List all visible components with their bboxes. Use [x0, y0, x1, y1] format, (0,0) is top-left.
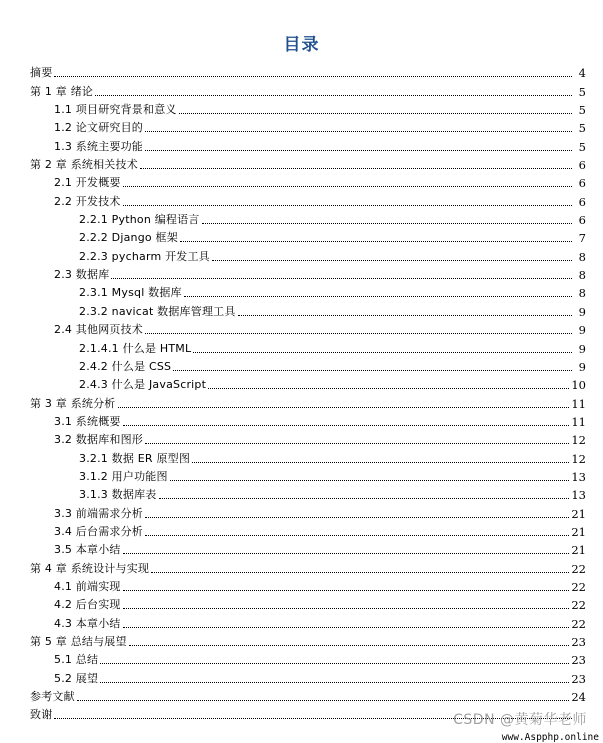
toc-entry-text: 4.3 本章小结: [54, 616, 121, 630]
toc-entry[interactable]: [0, 117, 603, 135]
toc-entry-page: 4: [578, 66, 586, 81]
toc-entry[interactable]: [0, 557, 603, 575]
toc-entry-page: 21: [571, 524, 586, 539]
toc-dot-leader: [54, 76, 572, 77]
toc-entry-text: 2.4.2 什么是 CSS: [79, 359, 172, 373]
toc-entry-page: 11: [571, 396, 586, 411]
toc-entry[interactable]: [0, 282, 603, 300]
toc-entry-page: 5: [578, 139, 586, 154]
toc-entry-page: 23: [571, 635, 586, 649]
toc-entry-text: 3.1.2 用户功能图: [79, 469, 168, 483]
toc-dot-leader: [123, 425, 570, 426]
toc-entry-page: 22: [571, 561, 586, 576]
toc-entry[interactable]: [0, 484, 603, 502]
toc-entry-page: 6: [578, 194, 586, 209]
toc-dot-leader: [123, 205, 572, 206]
toc-dot-leader: [192, 462, 569, 463]
toc-entry[interactable]: [0, 209, 603, 227]
toc-dot-leader: [95, 95, 572, 96]
toc-entry-page: 11: [571, 414, 586, 429]
toc-entry[interactable]: [0, 264, 603, 282]
toc-entry[interactable]: [0, 447, 603, 465]
toc-entry[interactable]: [0, 649, 603, 667]
toc-entry-text: 2.1.4.1 什么是 HTML: [79, 341, 192, 355]
toc-title: 目录: [283, 35, 320, 55]
toc-entry-text: 1.3 系统主要功能: [54, 139, 143, 153]
toc-entry[interactable]: [0, 502, 603, 520]
toc-dot-leader: [123, 186, 572, 187]
toc-entry[interactable]: [0, 392, 603, 410]
toc-entry-text: 1.2 论文研究目的: [54, 121, 143, 135]
toc-dot-leader: [159, 498, 570, 499]
toc-entry-text: 第 1 章 绪论: [30, 84, 94, 98]
toc-entry-text: 3.1.3 数据库表: [79, 488, 157, 502]
toc-entry-page: 5: [578, 84, 586, 99]
toc-entry[interactable]: [0, 172, 603, 190]
toc-entry-page: 9: [578, 304, 586, 319]
toc-entry-text: 5.1 总结: [54, 653, 99, 667]
toc-entry-text: 2.4 其他网页技术: [54, 323, 143, 337]
toc-dot-leader: [145, 517, 569, 518]
toc-dot-leader: [173, 370, 572, 371]
toc-entry-page: 7: [578, 231, 586, 246]
toc-dot-leader: [77, 700, 570, 701]
toc-entry-page: 9: [578, 341, 586, 356]
toc-entry-text: 2.3.1 Mysql 数据库: [79, 286, 182, 300]
toc-dot-leader: [129, 645, 570, 646]
toc-entry-page: 8: [578, 268, 586, 283]
toc-entry[interactable]: [0, 539, 603, 557]
toc-entry-text: 1.1 项目研究背景和意义: [54, 103, 177, 117]
toc-entry-page: 8: [578, 249, 586, 264]
toc-entry-page: 6: [578, 213, 586, 228]
toc-entry-page: 9: [578, 359, 586, 374]
toc-dot-leader: [208, 388, 569, 389]
toc-entry-page: 5: [578, 121, 586, 136]
toc-entry-page: 24: [571, 690, 586, 705]
toc-dot-leader: [212, 260, 572, 261]
toc-entry[interactable]: [0, 190, 603, 208]
toc-entry-text: 4.1 前端实现: [54, 579, 121, 593]
toc-dot-leader: [184, 296, 572, 297]
toc-entry[interactable]: [0, 466, 603, 484]
toc-entry-text: 2.3.2 navicat 数据库管理工具: [79, 304, 236, 318]
toc-list: [0, 62, 603, 722]
toc-entry-page: 13: [571, 469, 586, 484]
toc-dot-leader: [179, 113, 572, 114]
csdn-watermark: CSDN @黄菊华老师: [453, 712, 587, 728]
toc-entry-page: 22: [571, 616, 586, 631]
toc-entry[interactable]: [0, 411, 603, 429]
toc-entry[interactable]: [0, 227, 603, 245]
toc-dot-leader: [151, 572, 569, 573]
toc-dot-leader: [145, 131, 572, 132]
toc-entry-text: 摘要: [30, 66, 53, 80]
toc-entry[interactable]: [0, 319, 603, 337]
toc-entry-text: 3.1 系统概要: [54, 414, 121, 428]
toc-entry[interactable]: [0, 594, 603, 612]
toc-dot-leader: [145, 535, 569, 536]
toc-entry[interactable]: [0, 80, 603, 98]
toc-dot-leader: [111, 278, 572, 279]
site-watermark: www.Aspphp.online: [501, 732, 599, 743]
toc-dot-leader: [145, 443, 569, 444]
toc-entry-text: 3.5 本章小结: [54, 543, 121, 557]
toc-entry-text: 2.2.2 Django 框架: [79, 231, 178, 245]
toc-entry-page: 22: [571, 598, 586, 613]
toc-entry-page: 22: [571, 579, 586, 594]
toc-entry[interactable]: [0, 521, 603, 539]
toc-dot-leader: [202, 223, 572, 224]
toc-entry-text: 2.2.3 pycharm 开发工具: [79, 249, 210, 263]
toc-entry[interactable]: [0, 686, 603, 704]
toc-entry[interactable]: [0, 337, 603, 355]
toc-entry-text: 第 4 章 系统设计与实现: [30, 561, 150, 575]
toc-dot-leader: [123, 590, 570, 591]
toc-entry-page: 13: [571, 488, 586, 503]
toc-dot-leader: [145, 150, 572, 151]
toc-entry[interactable]: [0, 245, 603, 263]
toc-entry[interactable]: [0, 667, 603, 685]
toc-entry-page: 8: [578, 286, 586, 301]
toc-entry-page: 10: [571, 378, 586, 393]
toc-entry-text: 2.1 开发概要: [54, 176, 121, 190]
toc-dot-leader: [123, 608, 570, 609]
toc-entry-page: 23: [571, 671, 586, 686]
toc-dot-leader: [145, 333, 572, 334]
toc-entry[interactable]: [0, 429, 603, 447]
toc-entry-page: 12: [571, 451, 586, 466]
toc-dot-leader: [100, 682, 569, 683]
toc-dot-leader: [140, 168, 572, 169]
toc-entry[interactable]: [0, 612, 603, 630]
toc-entry-page: 23: [571, 653, 586, 668]
toc-entry-page: 6: [578, 158, 586, 173]
toc-entry-page: 6: [578, 176, 586, 191]
toc-entry-page: 21: [571, 543, 586, 558]
toc-entry-page: 12: [571, 433, 586, 448]
toc-dot-leader: [193, 352, 572, 353]
toc-entry[interactable]: [0, 374, 603, 392]
toc-entry-text: 5.2 展望: [54, 671, 99, 685]
toc-entry-text: 参考文献: [30, 690, 75, 704]
toc-entry-text: 3.2.1 数据 ER 原型图: [79, 451, 191, 465]
toc-entry-text: 2.2.1 Python 编程语言: [79, 213, 200, 227]
toc-entry-text: 2.3 数据库: [54, 268, 110, 282]
toc-dot-leader: [123, 553, 570, 554]
toc-entry-page: 5: [578, 103, 586, 118]
toc-entry-text: 第 3 章 系统分析: [30, 396, 116, 410]
toc-entry[interactable]: [0, 135, 603, 153]
toc-entry[interactable]: [0, 300, 603, 318]
toc-entry-text: 2.4.3 什么是 JavaScript: [79, 378, 207, 392]
toc-dot-leader: [100, 663, 569, 664]
toc-entry-text: 4.2 后台实现: [54, 598, 121, 612]
toc-entry-text: 第 2 章 系统相关技术: [30, 158, 138, 172]
toc-entry[interactable]: [0, 631, 603, 649]
toc-dot-leader: [118, 407, 570, 408]
toc-entry-text: 3.3 前端需求分析: [54, 506, 143, 520]
toc-entry-text: 3.4 后台需求分析: [54, 524, 143, 538]
toc-entry[interactable]: [0, 576, 603, 594]
toc-entry[interactable]: [0, 62, 603, 80]
toc-entry[interactable]: [0, 154, 603, 172]
toc-dot-leader: [238, 315, 572, 316]
toc-entry-page: 21: [571, 506, 586, 521]
toc-entry-text: 3.2 数据库和图形: [54, 433, 143, 447]
toc-dot-leader: [180, 241, 572, 242]
toc-dot-leader: [123, 627, 570, 628]
toc-entry-text: 第 5 章 总结与展望: [30, 635, 127, 648]
toc-entry[interactable]: [0, 356, 603, 374]
toc-dot-leader: [170, 480, 570, 481]
toc-entry[interactable]: [0, 99, 603, 117]
toc-entry-text: 致谢: [30, 708, 53, 722]
toc-entry-text: 2.2 开发技术: [54, 194, 121, 208]
toc-entry-page: 9: [578, 323, 586, 338]
